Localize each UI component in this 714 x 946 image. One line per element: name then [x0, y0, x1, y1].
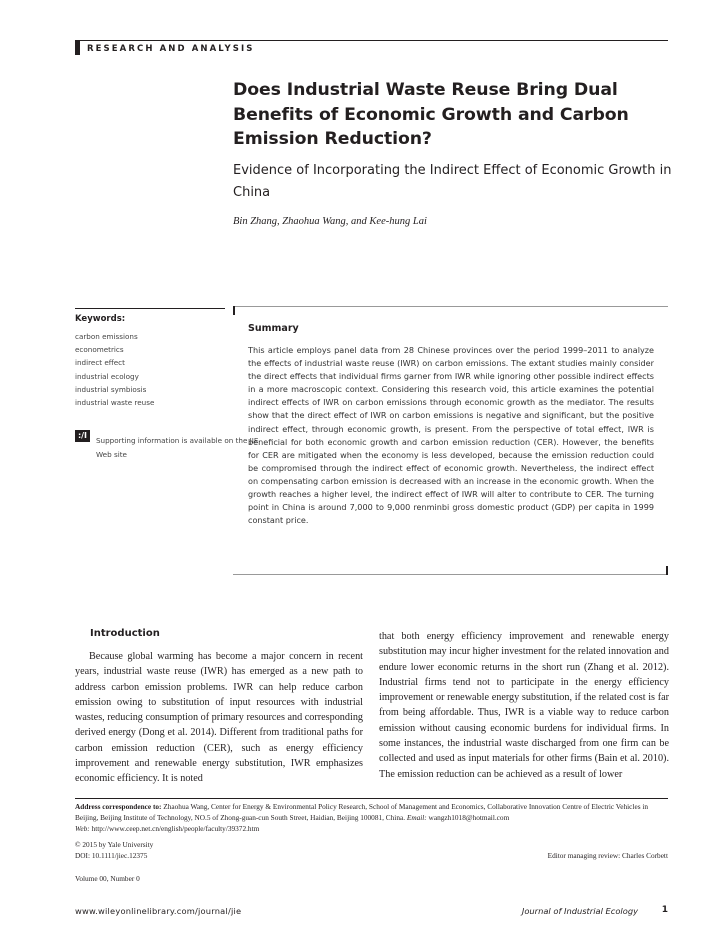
introduction-left-column: Because global warming has become a major concern in recent years, industrial waste reuse (IWR) has emerged as a new path to address carbon emission problems. IWR can help reduce carbon emission owing to substitution of input resources with industrial wastes, reducing consumption of primary resources and corresponding derived energy (Dong et al. 2014). Different from traditional paths for carbon emission reduction (CER), such as energy efficiency improvement and renewable energy substitution, IWR emphasizes economic efficiency. It is noted: [75, 651, 364, 785]
email-address[interactable]: wangzh1018@hotmail.com: [426, 812, 510, 822]
keyword-item: econometrics: [75, 345, 124, 355]
keywords-heading: Keywords:: [75, 314, 126, 324]
copyright-block: [75, 840, 153, 861]
supporting-info-note: Supporting information is available on the JIE Web site: [96, 436, 259, 459]
keywords-list: [75, 330, 154, 409]
footer-journal-name: Journal of Industrial Ecology: [521, 906, 638, 916]
summary-bottom-tick: [666, 566, 668, 575]
keyword-item: industrial ecology: [75, 371, 139, 381]
introduction-right-column: that both energy efficiency improvement and renewable energy substitution may incur higher investment for the related innovation and endure lower economic returns in the short run (Zhang et al. 2012). Industrial firms tend not to participate in the energy efficiency improvement or renewable energy substitution, if the related cost is far from being affordable. Thus, IWR is a viable way to reduce carbon emission without causing economic burdens for individual firms. In some instances, the industrial waste discharged from one firm can be collected and used as input materials for other firms (Bain et al. 2010). The emission reduction can be achieved as a result of lower: [379, 631, 669, 780]
article-subtitle: Evidence of Incorporating the Indirect Effect of Economic Growth in China: [233, 163, 672, 200]
correspondence-block: [75, 802, 668, 834]
footer-journal-url[interactable]: www.wileyonlinelibrary.com/journal/jie: [75, 906, 242, 916]
section-marker: [75, 40, 80, 55]
email-label: Email:: [406, 812, 427, 822]
web-url[interactable]: http://www.ceep.net.cn/english/people/faculty/39372.htm: [89, 823, 260, 833]
copyright: © 2015 by Yale University: [75, 840, 154, 849]
keyword-item: industrial waste reuse: [75, 398, 155, 408]
keyword-item: carbon emissions: [75, 332, 138, 341]
supporting-info-icon: :/I: [75, 430, 90, 442]
keyword-item: industrial symbiosis: [75, 384, 147, 394]
correspondence-rule: [75, 798, 668, 799]
web-label: Web:: [75, 823, 90, 833]
summary-top-rule: [233, 306, 668, 307]
introduction-heading: Introduction: [90, 628, 160, 639]
doi[interactable]: DOI: 10.1111/jiec.12375: [75, 850, 148, 860]
summary-bottom-rule: [233, 574, 668, 575]
summary-heading: Summary: [248, 323, 299, 334]
section-label: RESEARCH AND ANALYSIS: [87, 44, 255, 54]
keywords-rule: [75, 308, 225, 309]
author-list: Bin Zhang, Zhaohua Wang, and Kee-hung Lai: [233, 216, 427, 227]
top-rule: [75, 40, 668, 41]
volume-number: Volume 00, Number 0: [75, 874, 140, 883]
correspondence-label: Address correspondence to:: [75, 802, 162, 811]
correspondence-address: Zhaohua Wang, Center for Energy & Environmental Policy Research, School of Management and Economics, Collaborative Innovation Centre of Electric Vehicles in Beijing, Beijing Institute of Technology, NO.5 of Zhong-guan-cun South Street, Haidian, Beijing 100081, China.: [75, 802, 649, 822]
article-title: Does Industrial Waste Reuse Bring Dual Benefits of Economic Growth and Carbon Emission Reduction?: [233, 80, 629, 149]
page-number: 1: [661, 905, 668, 915]
managing-editor: Editor managing review: Charles Corbett: [547, 851, 668, 860]
summary-abstract: This article employs panel data from 28 Chinese provinces over the period 1999–2011 to analyze the effects of industrial waste reuse (IWR) on carbon emissions. The extant studies mainly consider the direct effects that individual firms garner from IWR while ignoring other possible indirect effects in a more macroscopic context. Considering this research void, this article examines the potential indirect effects of IWR on carbon emissions through economic growth as the mediator. The results show that the direct effect of IWR on carbon emissions is negative and significant, but the positive indirect effect, through economic growth, is present. From the perspective of total effect, IWR is beneficial for both economic growth and carbon emission reduction (CER). However, the benefits for CER are mitigated when the economy is less developed, because the emission reduction could be compromised through the indirect effect of economic growth. Nevertheless, the indirect effect on compensating carbon emission is decreased with an increase in the economic growth. When the growth reaches a higher level, the indirect effect of IWR will alter to contribute to CER. The turning point in China is around 7,000 to 9,000 renminbi gross domestic product (GDP) per capita in 1999 constant price.: [248, 345, 654, 526]
keyword-item: indirect effect: [75, 358, 125, 368]
summary-top-tick: [233, 306, 235, 315]
